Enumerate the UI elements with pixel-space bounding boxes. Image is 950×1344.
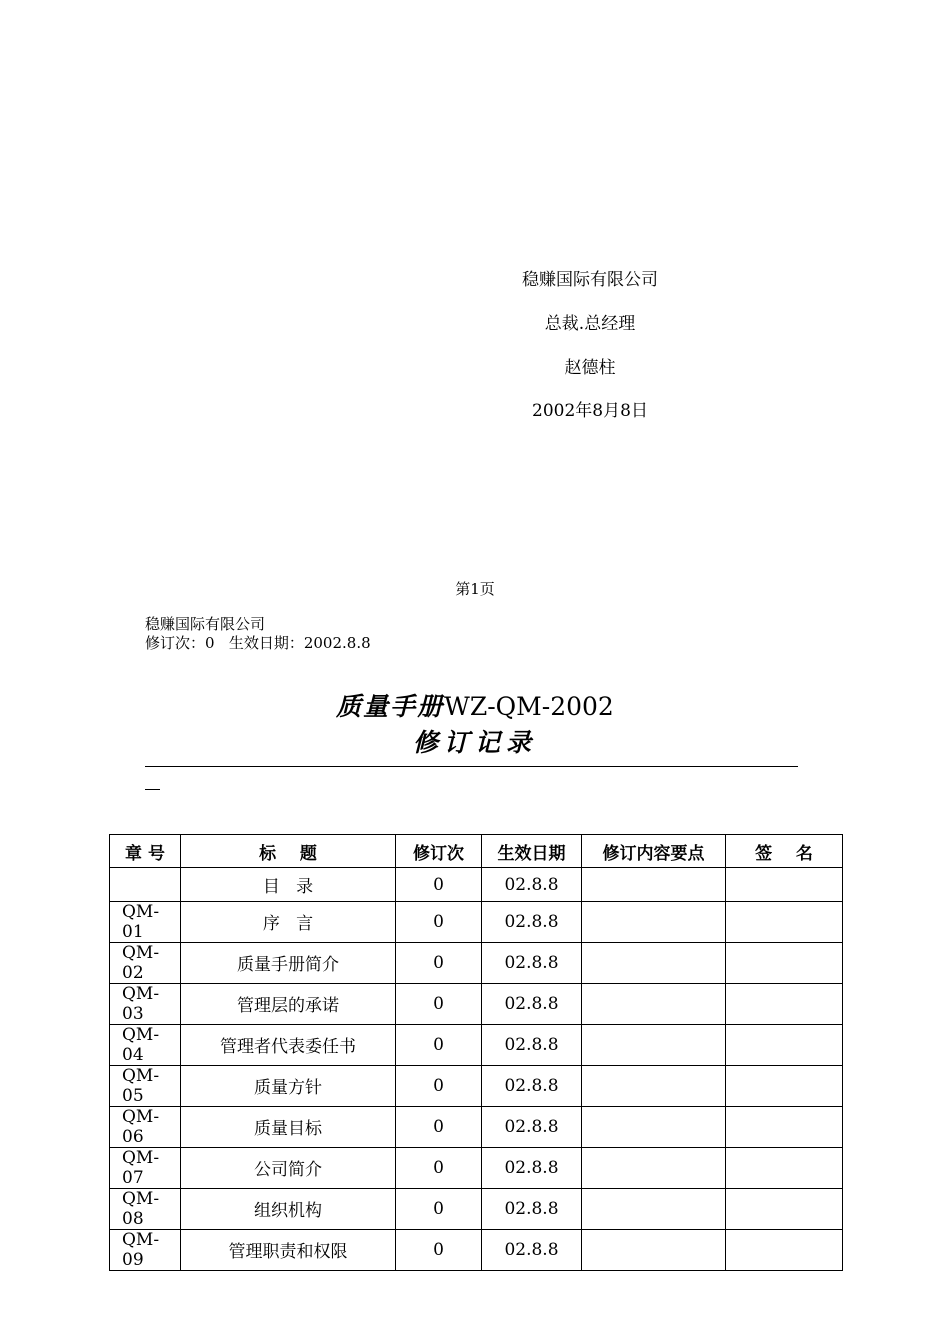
table-cell-signature xyxy=(726,1065,843,1106)
table-cell-title: 质量手册简介 xyxy=(181,942,396,983)
signature-company: 稳赚国际有限公司 xyxy=(522,270,658,290)
table-cell-chapter: QM-03 xyxy=(110,983,181,1024)
table-body xyxy=(110,868,843,1270)
table-cell-revision: 0 xyxy=(396,901,482,942)
table-cell-revision: 0 xyxy=(396,1229,482,1270)
title-rule-tail xyxy=(145,789,160,790)
table-cell-signature xyxy=(726,983,843,1024)
header-revision-line: 修订次：0 生效日期：2002.8.8 xyxy=(145,634,371,652)
table-cell-revision: 0 xyxy=(396,1065,482,1106)
revision-table xyxy=(109,834,843,1271)
table-row xyxy=(110,1106,843,1147)
table-cell-title: 目 录 xyxy=(181,868,396,901)
table-header-cell: 修订内容要点 xyxy=(582,835,726,868)
table-cell-points xyxy=(582,1188,726,1229)
table-cell-signature xyxy=(726,1024,843,1065)
table-header-cell: 修订次 xyxy=(396,835,482,868)
table-row xyxy=(110,1024,843,1065)
table-cell-points xyxy=(582,1229,726,1270)
table-cell-title: 序 言 xyxy=(181,901,396,942)
table-row xyxy=(110,901,843,942)
table-cell-chapter xyxy=(110,868,181,901)
table-cell-revision: 0 xyxy=(396,942,482,983)
document-title xyxy=(0,692,950,722)
table-cell-date: 02.8.8 xyxy=(482,1147,582,1188)
table-cell-title: 管理职责和权限 xyxy=(181,1229,396,1270)
table-cell-signature xyxy=(726,1229,843,1270)
table-cell-chapter: QM-02 xyxy=(110,942,181,983)
document-code: WZ-QM-2002 xyxy=(444,692,614,721)
table-cell-signature xyxy=(726,1188,843,1229)
table-cell-points xyxy=(582,1024,726,1065)
table-cell-chapter: QM-07 xyxy=(110,1147,181,1188)
table-cell-title: 质量方针 xyxy=(181,1065,396,1106)
table-row xyxy=(110,868,843,901)
signature-position: 总裁.总经理 xyxy=(544,314,636,334)
table-cell-date: 02.8.8 xyxy=(482,1024,582,1065)
table-cell-date: 02.8.8 xyxy=(482,983,582,1024)
table-cell-chapter: QM-09 xyxy=(110,1229,181,1270)
table-cell-points xyxy=(582,901,726,942)
table-cell-date: 02.8.8 xyxy=(482,868,582,901)
table-cell-points xyxy=(582,942,726,983)
table-header-cell: 生效日期 xyxy=(482,835,582,868)
table-cell-signature xyxy=(726,942,843,983)
table-cell-title: 管理者代表委任书 xyxy=(181,1024,396,1065)
table-cell-date: 02.8.8 xyxy=(482,942,582,983)
table-cell-title: 质量目标 xyxy=(181,1106,396,1147)
table-row xyxy=(110,1229,843,1270)
table-cell-points xyxy=(582,1106,726,1147)
table-cell-date: 02.8.8 xyxy=(482,1065,582,1106)
table-row xyxy=(110,1065,843,1106)
table-cell-signature xyxy=(726,1106,843,1147)
table-cell-chapter: QM-04 xyxy=(110,1024,181,1065)
table-cell-revision: 0 xyxy=(396,983,482,1024)
table-cell-signature xyxy=(726,901,843,942)
table-cell-revision: 0 xyxy=(396,868,482,901)
page-header xyxy=(145,615,371,653)
table-cell-title: 公司简介 xyxy=(181,1147,396,1188)
table-cell-chapter: QM-06 xyxy=(110,1106,181,1147)
table-cell-signature xyxy=(726,868,843,901)
table-cell-revision: 0 xyxy=(396,1147,482,1188)
table-cell-revision: 0 xyxy=(396,1106,482,1147)
table-cell-chapter: QM-08 xyxy=(110,1188,181,1229)
table-cell-revision: 0 xyxy=(396,1024,482,1065)
document-subtitle: 修订记录 xyxy=(412,728,537,757)
table-cell-points xyxy=(582,868,726,901)
table-cell-points xyxy=(582,983,726,1024)
table-cell-points xyxy=(582,1147,726,1188)
table-row xyxy=(110,1188,843,1229)
signature-date: 2002年8月8日 xyxy=(532,401,648,421)
table-row xyxy=(110,942,843,983)
table-cell-date: 02.8.8 xyxy=(482,1106,582,1147)
header-company: 稳赚国际有限公司 xyxy=(145,615,266,633)
table-header-row xyxy=(110,835,843,868)
table-header-cell: 标 题 xyxy=(181,835,396,868)
table-cell-revision: 0 xyxy=(396,1188,482,1229)
table-cell-points xyxy=(582,1065,726,1106)
table-row xyxy=(110,983,843,1024)
table-cell-title: 管理层的承诺 xyxy=(181,983,396,1024)
table-cell-signature xyxy=(726,1147,843,1188)
table-cell-title: 组织机构 xyxy=(181,1188,396,1229)
document-title-cn: 质量手册 xyxy=(336,692,445,721)
table-row xyxy=(110,1147,843,1188)
table-cell-date: 02.8.8 xyxy=(482,1188,582,1229)
table-header-cell: 签 名 xyxy=(726,835,843,868)
page-number: 第1页 xyxy=(455,580,495,598)
table-cell-date: 02.8.8 xyxy=(482,1229,582,1270)
table-cell-chapter: QM-01 xyxy=(110,901,181,942)
table-cell-chapter: QM-05 xyxy=(110,1065,181,1106)
table-header-cell: 章 号 xyxy=(110,835,181,868)
signature-name: 赵德柱 xyxy=(564,358,616,378)
table-cell-date: 02.8.8 xyxy=(482,901,582,942)
title-rule xyxy=(145,766,798,767)
